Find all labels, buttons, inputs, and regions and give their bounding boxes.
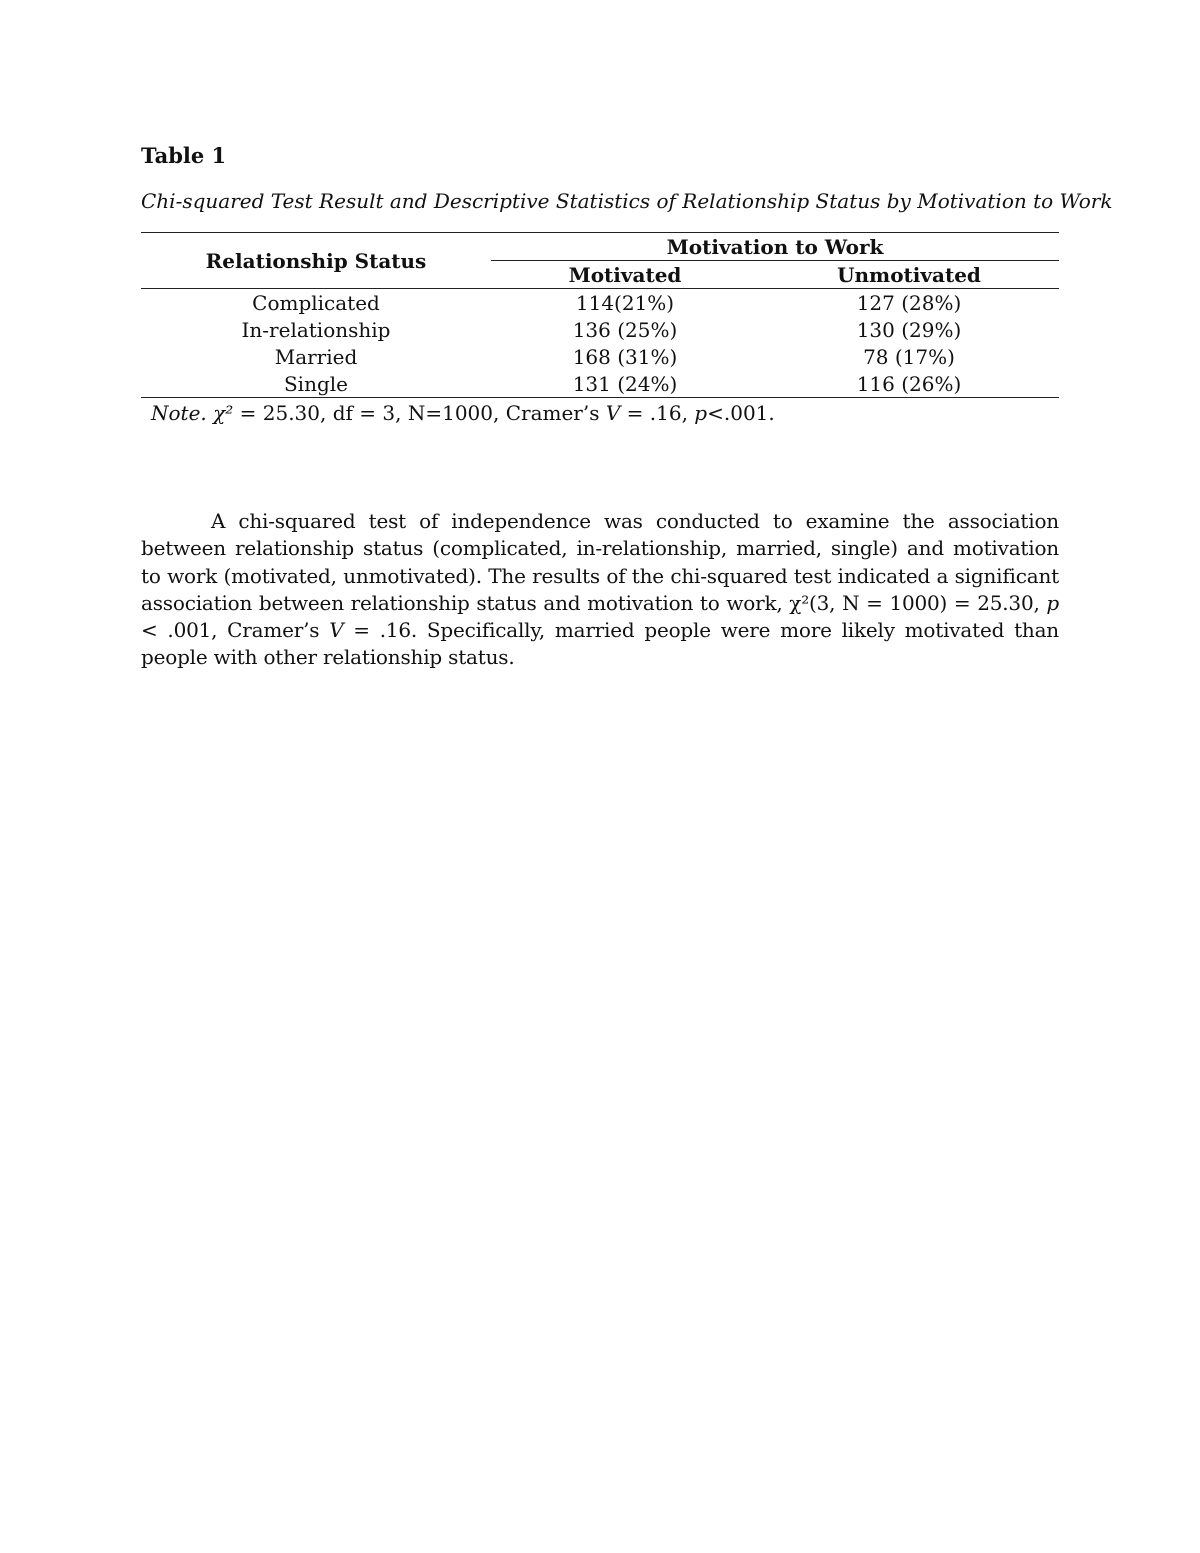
header-motivated: Motivated [491, 261, 759, 289]
header-unmotivated: Unmotivated [759, 261, 1059, 289]
table-row [141, 289, 1059, 317]
paragraph-part-1: A chi-squared test of independence was conducted to examine the association between relationship status (complicated, in-relationship, married, single) and motivation to work (motivated, unmotivated). The results of the chi-squared test indicated a significant association between relationship status and motivation to work, χ²(3, N = 1000) = 25.30, [141, 509, 1059, 615]
cell-motivated: 131 (24%) [572, 371, 678, 396]
paragraph-p-symbol: p [1046, 590, 1059, 615]
cell-unmotivated: 116 (26%) [856, 371, 962, 396]
table-row [141, 343, 1059, 370]
note-v-symbol: V [605, 401, 621, 425]
cell-status: Married [274, 344, 358, 369]
header-relationship-status: Relationship Status [141, 233, 491, 289]
note-chi-symbol: χ² [213, 401, 234, 425]
cell-unmotivated: 78 (17%) [863, 344, 955, 369]
document-page [141, 140, 1113, 692]
note-label: Note. [151, 401, 207, 425]
paragraph-v-symbol: V [329, 618, 344, 643]
paragraph-part-3: = .16. Specifically, married people were more likely motivated than people with other relationship status. [141, 618, 1059, 670]
cell-motivated: 114(21%) [575, 290, 675, 315]
cell-status: In-relationship [241, 317, 391, 342]
table-number: Table 1 [141, 143, 227, 168]
header-motivation-to-work: Motivation to Work [491, 233, 1059, 261]
cell-unmotivated: 130 (29%) [856, 317, 962, 342]
cell-motivated: 168 (31%) [572, 344, 678, 369]
header-row-group [141, 233, 1059, 261]
paragraph-part-2: < .001, Cramer’s [141, 618, 330, 643]
cell-status: Complicated [252, 290, 380, 315]
table-row [141, 316, 1059, 343]
note-text-3: <.001. [707, 401, 775, 425]
results-paragraph [141, 508, 1059, 672]
cell-status: Single [283, 371, 348, 396]
table-note [151, 398, 1059, 428]
table-row [141, 370, 1059, 398]
note-text-2: = .16, [620, 401, 695, 425]
table-title: Chi-squared Test Result and Descriptive Statistics of Relationship Status by Motivation to Work [141, 189, 1113, 213]
cell-unmotivated: 127 (28%) [856, 290, 962, 315]
statistics-table [141, 232, 1059, 398]
note-p-symbol: p [694, 401, 708, 425]
cell-motivated: 136 (25%) [572, 317, 678, 342]
note-text-1: = 25.30, df = 3, N=1000, Cramer’s [233, 401, 606, 425]
